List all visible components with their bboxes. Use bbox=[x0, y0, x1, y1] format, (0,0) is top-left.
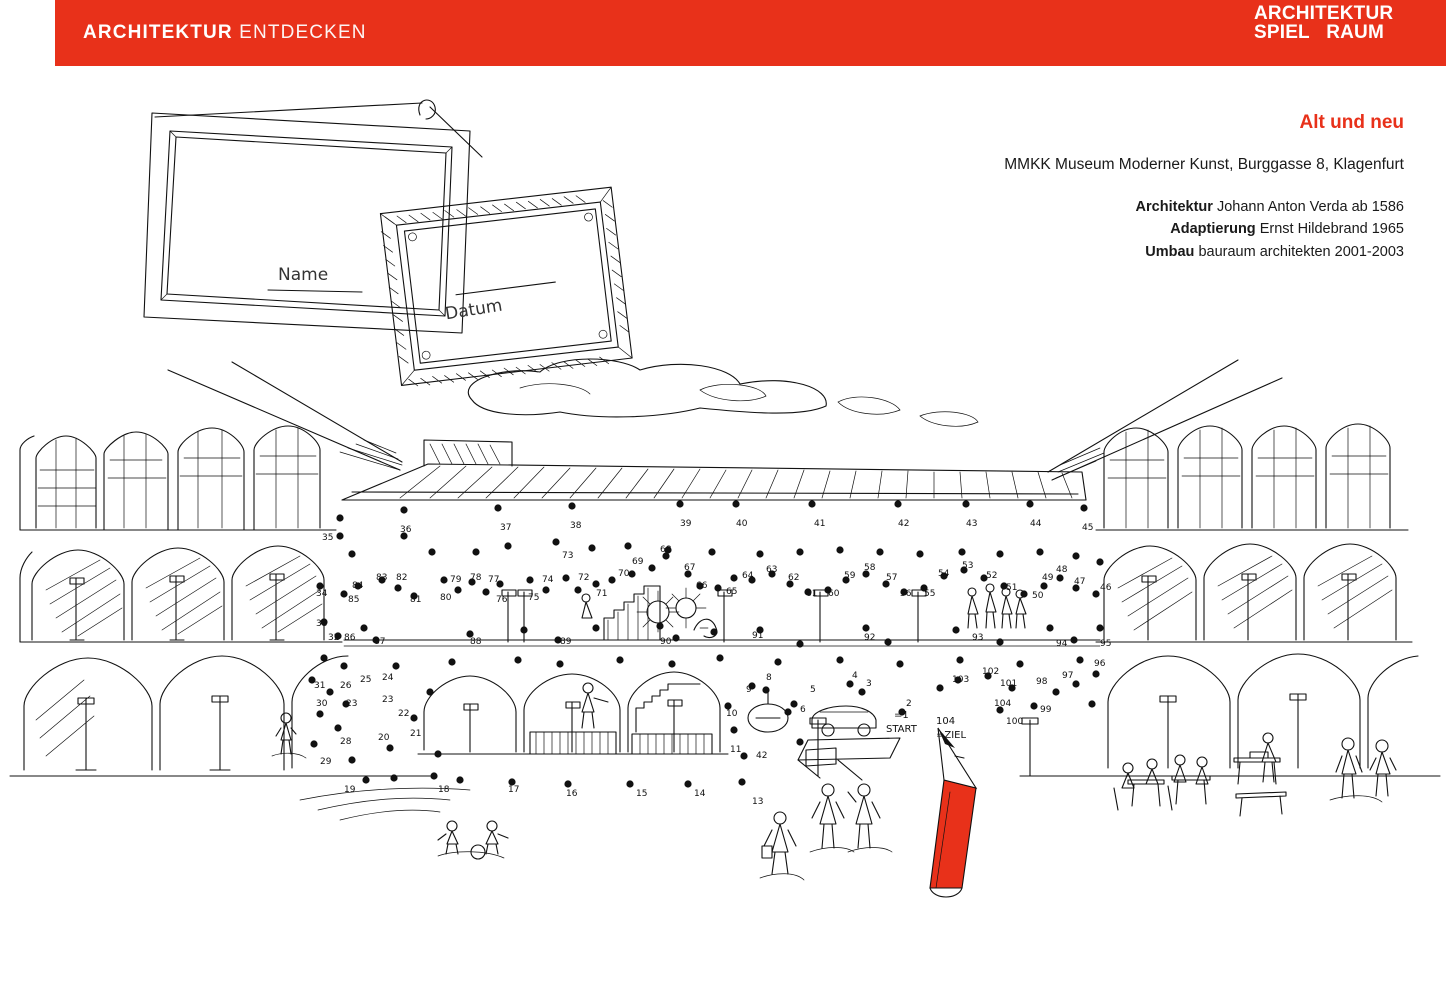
goal-number-label: 104 bbox=[936, 716, 956, 727]
dot-label-49: 49 bbox=[1042, 573, 1054, 583]
dot-label-101: 101 bbox=[1000, 679, 1018, 689]
dot-label-19: 19 bbox=[344, 785, 356, 795]
info-address: MMKK Museum Moderner Kunst, Burggasse 8, Klagenfurt bbox=[1004, 156, 1404, 173]
dot-label-48: 48 bbox=[1056, 565, 1068, 575]
dot-label-60: 60 bbox=[828, 589, 840, 599]
dot-label-18: 18 bbox=[438, 785, 450, 795]
name-field-label: Name bbox=[278, 265, 329, 285]
dot-label-42: 42 bbox=[756, 751, 768, 761]
start-word-label: START bbox=[886, 724, 917, 735]
dot-label-58: 58 bbox=[864, 563, 876, 573]
dot-label-85: 85 bbox=[348, 595, 360, 605]
dot-label-79: 79 bbox=[450, 575, 462, 585]
dot-label-24: 24 bbox=[382, 673, 394, 683]
dot-label-61: 61 bbox=[806, 589, 818, 599]
dot-label-78: 78 bbox=[470, 573, 482, 583]
dot-label-25: 25 bbox=[360, 675, 372, 685]
dot-label-34: 34 bbox=[316, 589, 328, 599]
puzzle-number-labels bbox=[314, 519, 1112, 807]
dot-label-64: 64 bbox=[742, 571, 754, 581]
dot-label-10: 10 bbox=[726, 709, 738, 719]
dot-label-52: 52 bbox=[986, 571, 998, 581]
dot-label-75: 75 bbox=[528, 593, 540, 603]
dot-label-88: 88 bbox=[470, 637, 482, 647]
dot-label-67: 67 bbox=[684, 563, 696, 573]
dot-label-42: 42 bbox=[898, 519, 910, 529]
page-title-bold: ARCHITEKTUR bbox=[83, 22, 233, 43]
dot-label-46: 46 bbox=[1100, 583, 1112, 593]
dot-label-81: 81 bbox=[410, 595, 422, 605]
dot-label-6: 6 bbox=[800, 705, 806, 715]
dot-label-96: 96 bbox=[1094, 659, 1106, 669]
date-field-label: Datum bbox=[443, 295, 504, 325]
dot-label-59: 59 bbox=[844, 571, 856, 581]
dot-label-57: 57 bbox=[886, 573, 898, 583]
dot-label-32: 32 bbox=[328, 633, 340, 643]
dot-label-69: 69 bbox=[632, 557, 644, 567]
dot-label-73: 73 bbox=[562, 551, 574, 561]
dot-label-91: 91 bbox=[752, 631, 764, 641]
info-credit-adaptierung-value: Ernst Hildebrand 1965 bbox=[1259, 221, 1404, 238]
project-info bbox=[784, 112, 1404, 263]
dot-label-97: 97 bbox=[1062, 671, 1074, 681]
dot-label-38: 38 bbox=[570, 521, 582, 531]
dot-label-65: 65 bbox=[726, 587, 738, 597]
dot-label-99: 99 bbox=[1040, 705, 1052, 715]
dot-label-93: 93 bbox=[972, 633, 984, 643]
dot-label-92: 92 bbox=[864, 633, 876, 643]
dot-label-72: 72 bbox=[578, 573, 590, 583]
dot-label-82: 82 bbox=[396, 573, 408, 583]
dot-label-8: 8 bbox=[766, 673, 772, 683]
header-bar bbox=[55, 0, 1446, 66]
start-equals-label: =1 bbox=[894, 710, 909, 721]
dot-label-36: 36 bbox=[400, 525, 412, 535]
dot-label-94: 94 bbox=[1056, 639, 1068, 649]
info-credit-adaptierung bbox=[784, 218, 1404, 240]
dot-label-50: 50 bbox=[1032, 591, 1044, 601]
dot-label-86: 86 bbox=[344, 633, 356, 643]
dot-label-16: 16 bbox=[566, 789, 578, 799]
dot-label-21: 21 bbox=[410, 729, 422, 739]
dot-label-104x: 104 bbox=[994, 699, 1012, 709]
dot-label-74: 74 bbox=[542, 575, 554, 585]
dot-label-63: 63 bbox=[766, 565, 778, 575]
dot-label-15: 15 bbox=[636, 789, 648, 799]
logo-line-2-thin: RAUM bbox=[1326, 22, 1384, 43]
dot-to-dot-drawing bbox=[0, 340, 1446, 940]
info-credit-umbau-label: Umbau bbox=[1145, 243, 1195, 260]
info-heading: Alt und neu bbox=[1299, 112, 1404, 133]
dot-label-70: 70 bbox=[618, 569, 630, 579]
courtyard-illustration bbox=[0, 340, 1446, 940]
dot-label-37: 37 bbox=[500, 523, 512, 533]
dot-label-4: 4 bbox=[852, 671, 858, 681]
dot-label-30: 30 bbox=[316, 699, 328, 709]
dot-label-98: 98 bbox=[1036, 677, 1048, 687]
dot-label-2: 2 bbox=[906, 699, 912, 709]
dot-label-95: 95 bbox=[1100, 639, 1112, 649]
info-credit-umbau-value: bauraum architekten 2001-2003 bbox=[1198, 243, 1404, 260]
logo-line-1: ARCHITEKTUR bbox=[1254, 3, 1394, 24]
page-title-light: ENTDECKEN bbox=[232, 22, 367, 43]
dot-label-22: 22 bbox=[398, 709, 410, 719]
dot-label-29: 29 bbox=[320, 757, 332, 767]
dot-label-17: 17 bbox=[508, 785, 520, 795]
dot-label-23: 23 bbox=[346, 699, 358, 709]
logo bbox=[1254, 3, 1394, 43]
dot-label-66: 66 bbox=[696, 581, 708, 591]
info-credit-architektur bbox=[784, 196, 1404, 218]
dot-label-84: 84 bbox=[352, 581, 364, 591]
dot-label-53: 53 bbox=[962, 561, 974, 571]
dot-label-31: 31 bbox=[314, 681, 326, 691]
dot-label-103: 103 bbox=[952, 675, 970, 685]
dot-label-102: 102 bbox=[982, 667, 1000, 677]
info-credit-adaptierung-label: Adaptierung bbox=[1170, 221, 1256, 238]
dot-label-62: 62 bbox=[788, 573, 800, 583]
pencil-illustration bbox=[930, 728, 976, 897]
dot-label-40: 40 bbox=[736, 519, 748, 529]
info-credit-architektur-label: Architektur bbox=[1135, 199, 1213, 215]
info-credit-architektur-value: Johann Anton Verda ab 1586 bbox=[1216, 199, 1404, 215]
dot-label-35: 35 bbox=[322, 533, 334, 543]
dot-label-89: 89 bbox=[560, 637, 572, 647]
dot-label-9: 9 bbox=[746, 685, 752, 695]
dot-label-44: 44 bbox=[1030, 519, 1042, 529]
dot-label-23b: 23 bbox=[382, 695, 394, 705]
dot-label-77: 77 bbox=[488, 575, 500, 585]
dot-label-33: 33 bbox=[316, 619, 328, 629]
dot-label-5: 5 bbox=[810, 685, 816, 695]
logo-line-2-bold: SPIEL bbox=[1254, 22, 1310, 43]
dot-label-71: 71 bbox=[596, 589, 608, 599]
goal-equals-label: =ZIEL bbox=[936, 730, 967, 741]
dot-label-28: 28 bbox=[340, 737, 352, 747]
dot-label-47: 47 bbox=[1074, 577, 1086, 587]
dot-label-41: 41 bbox=[814, 519, 826, 529]
dot-label-14: 14 bbox=[694, 789, 706, 799]
dot-label-43: 43 bbox=[966, 519, 978, 529]
page-title bbox=[83, 22, 367, 44]
dot-label-3: 3 bbox=[866, 679, 872, 689]
dot-label-87: 87 bbox=[374, 637, 386, 647]
dot-label-51: 51 bbox=[1006, 583, 1018, 593]
dot-label-13: 13 bbox=[752, 797, 764, 807]
dot-label-68: 68 bbox=[660, 545, 672, 555]
dot-label-76: 76 bbox=[496, 595, 508, 605]
dot-label-11: 11 bbox=[730, 745, 742, 755]
dot-label-83: 83 bbox=[376, 573, 388, 583]
dot-label-26: 26 bbox=[340, 681, 352, 691]
dot-label-45: 45 bbox=[1082, 523, 1094, 533]
puzzle-dots bbox=[308, 500, 1103, 787]
dot-label-80: 80 bbox=[440, 593, 452, 603]
dot-label-39: 39 bbox=[680, 519, 692, 529]
dot-label-56: 56 bbox=[900, 589, 912, 599]
dot-label-90: 90 bbox=[660, 637, 672, 647]
dot-label-20: 20 bbox=[378, 733, 390, 743]
dot-label-54: 54 bbox=[938, 569, 950, 579]
dot-label-55: 55 bbox=[924, 589, 936, 599]
info-credit-umbau bbox=[784, 241, 1404, 263]
dot-label-100: 100 bbox=[1006, 717, 1024, 727]
